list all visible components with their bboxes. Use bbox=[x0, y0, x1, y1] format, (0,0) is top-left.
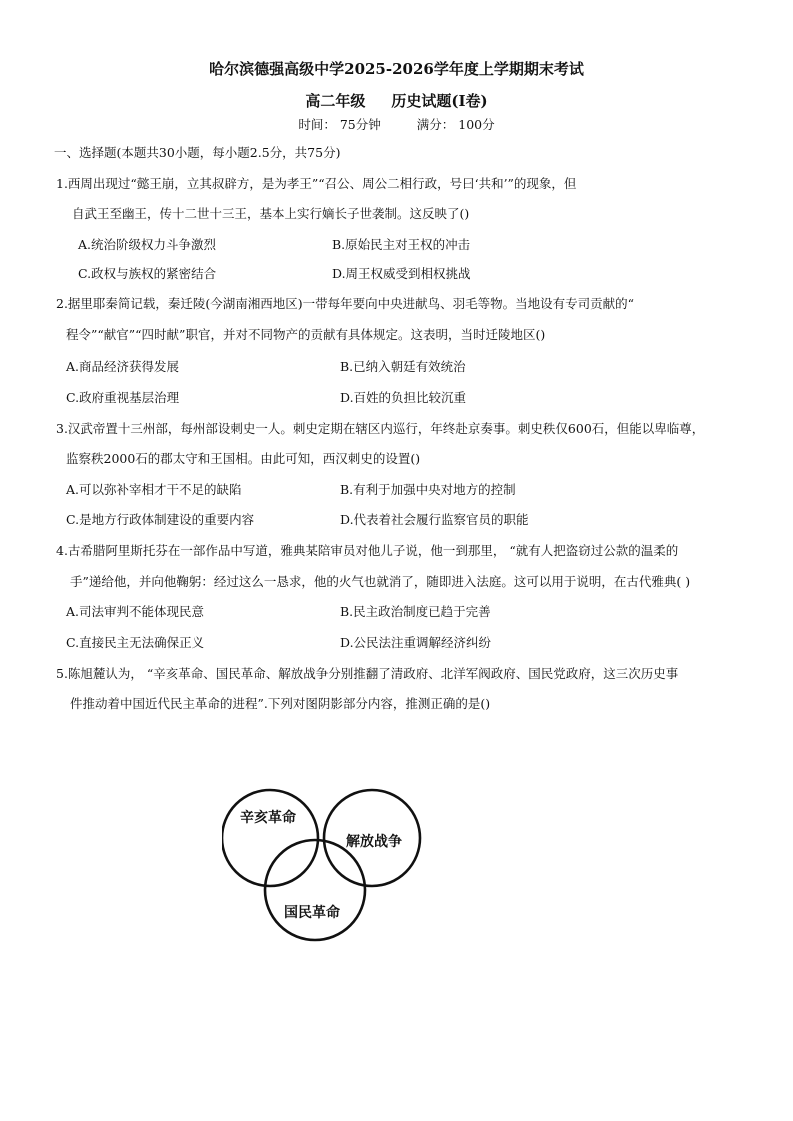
exam-meta bbox=[0, 115, 793, 133]
q4-option-c[interactable]: C.直接民主无法确保正义 bbox=[66, 635, 205, 650]
q3-stem-line1: 3.汉武帝置十三州部，每州部设刺史一人。刺史定期在辖区内巡行，年终赴京奏事。刺史秩仅600石，但能以卑临尊， bbox=[56, 421, 705, 436]
q2-option-c[interactable]: C.政府重视基层治理 bbox=[66, 390, 180, 405]
section-heading: 一、选择题(本题共30小题，每小题2.5分，共75分) bbox=[54, 145, 341, 160]
venn-label-liberation: 解放战争 bbox=[346, 834, 402, 850]
q1-option-b[interactable]: B.原始民主对王权的冲击 bbox=[332, 237, 471, 252]
q3-option-b[interactable]: B.有利于加强中央对地方的控制 bbox=[340, 482, 516, 497]
q4-option-d[interactable]: D.公民法注重调解经济纠纷 bbox=[340, 635, 492, 650]
q2-option-a[interactable]: A.商品经济获得发展 bbox=[66, 359, 180, 374]
q3-option-c[interactable]: C.是地方行政体制建设的重要内容 bbox=[66, 512, 255, 527]
exam-title: 哈尔滨德强高级中学2025-2026学年度上学期期末考试 bbox=[209, 60, 584, 78]
q1-option-a[interactable]: A.统治阶级权力斗争激烈 bbox=[78, 237, 217, 252]
q3-option-a[interactable]: A.可以弥补宰相才干不足的缺陷 bbox=[66, 482, 242, 497]
q2-option-b[interactable]: B.已纳入朝廷有效统治 bbox=[340, 359, 466, 374]
q1-option-c[interactable]: C.政权与族权的紧密结合 bbox=[78, 266, 217, 281]
grade-label: 高二年级 bbox=[305, 92, 366, 110]
q4-option-a[interactable]: A.司法审判不能体现民意 bbox=[66, 604, 205, 619]
q3-option-d[interactable]: D.代表着社会履行监察官员的职能 bbox=[340, 512, 529, 527]
venn-circle-xinhai bbox=[222, 790, 318, 886]
venn-label-xinhai: 辛亥革命 bbox=[240, 810, 296, 826]
q4-stem-line1: 4.古希腊阿里斯托芬在一部作品中写道，雅典某陪审员对他儿子说，他一到那里， “就有人把盗窃过公款的温柔的 bbox=[56, 543, 679, 558]
q4-stem-line2: 手”递给他，并向他鞠躬：经过这么一恳求，他的火气也就消了，随即进入法庭。这可以用于说明，在古代雅典( ) bbox=[70, 574, 691, 589]
subject-label: 历史试题(Ⅰ卷) bbox=[391, 92, 488, 110]
full-score: 满分： 100分 bbox=[416, 117, 495, 132]
q1-stem-line1: 1.西周出现过“懿王崩，立其叔辟方，是为孝王”“召公、周公二相行政，号曰‘共和’”的现象，但 bbox=[56, 176, 577, 191]
q2-stem-line1: 2.据里耶秦简记载，秦迁陵(今湖南湘西地区)一带每年要向中央进献鸟、羽毛等物。当地设有专司贡献的“ bbox=[56, 296, 635, 311]
venn-diagram bbox=[222, 782, 422, 952]
q5-stem-line2: 件推动着中国近代民主革命的进程”.下列对图阴影部分内容，推测正确的是() bbox=[70, 696, 491, 711]
venn-label-national: 国民革命 bbox=[284, 905, 340, 921]
q2-option-d[interactable]: D.百姓的负担比较沉重 bbox=[340, 390, 467, 405]
q1-option-d[interactable]: D.周王权威受到相权挑战 bbox=[332, 266, 471, 281]
exam-subtitle bbox=[0, 90, 793, 111]
time-limit: 时间： 75分钟 bbox=[298, 117, 381, 132]
q1-stem-line2: 自武王至幽王，传十二世十三王，基本上实行嫡长子世袭制。这反映了() bbox=[72, 206, 470, 221]
q5-stem-line1: 5.陈旭麓认为， “辛亥革命、国民革命、解放战争分别推翻了清政府、北洋军阀政府、国民党政府，这三次历史事 bbox=[56, 666, 679, 681]
q2-stem-line2: 程令”“献官”“四时献”职官，并对不同物产的贡献有具体规定。这表明，当时迁陵地区() bbox=[66, 327, 546, 342]
q4-option-b[interactable]: B.民主政治制度已趋于完善 bbox=[340, 604, 491, 619]
q3-stem-line2: 监察秩2000石的郡太守和王国相。由此可知，西汉刺史的设置() bbox=[66, 451, 421, 466]
